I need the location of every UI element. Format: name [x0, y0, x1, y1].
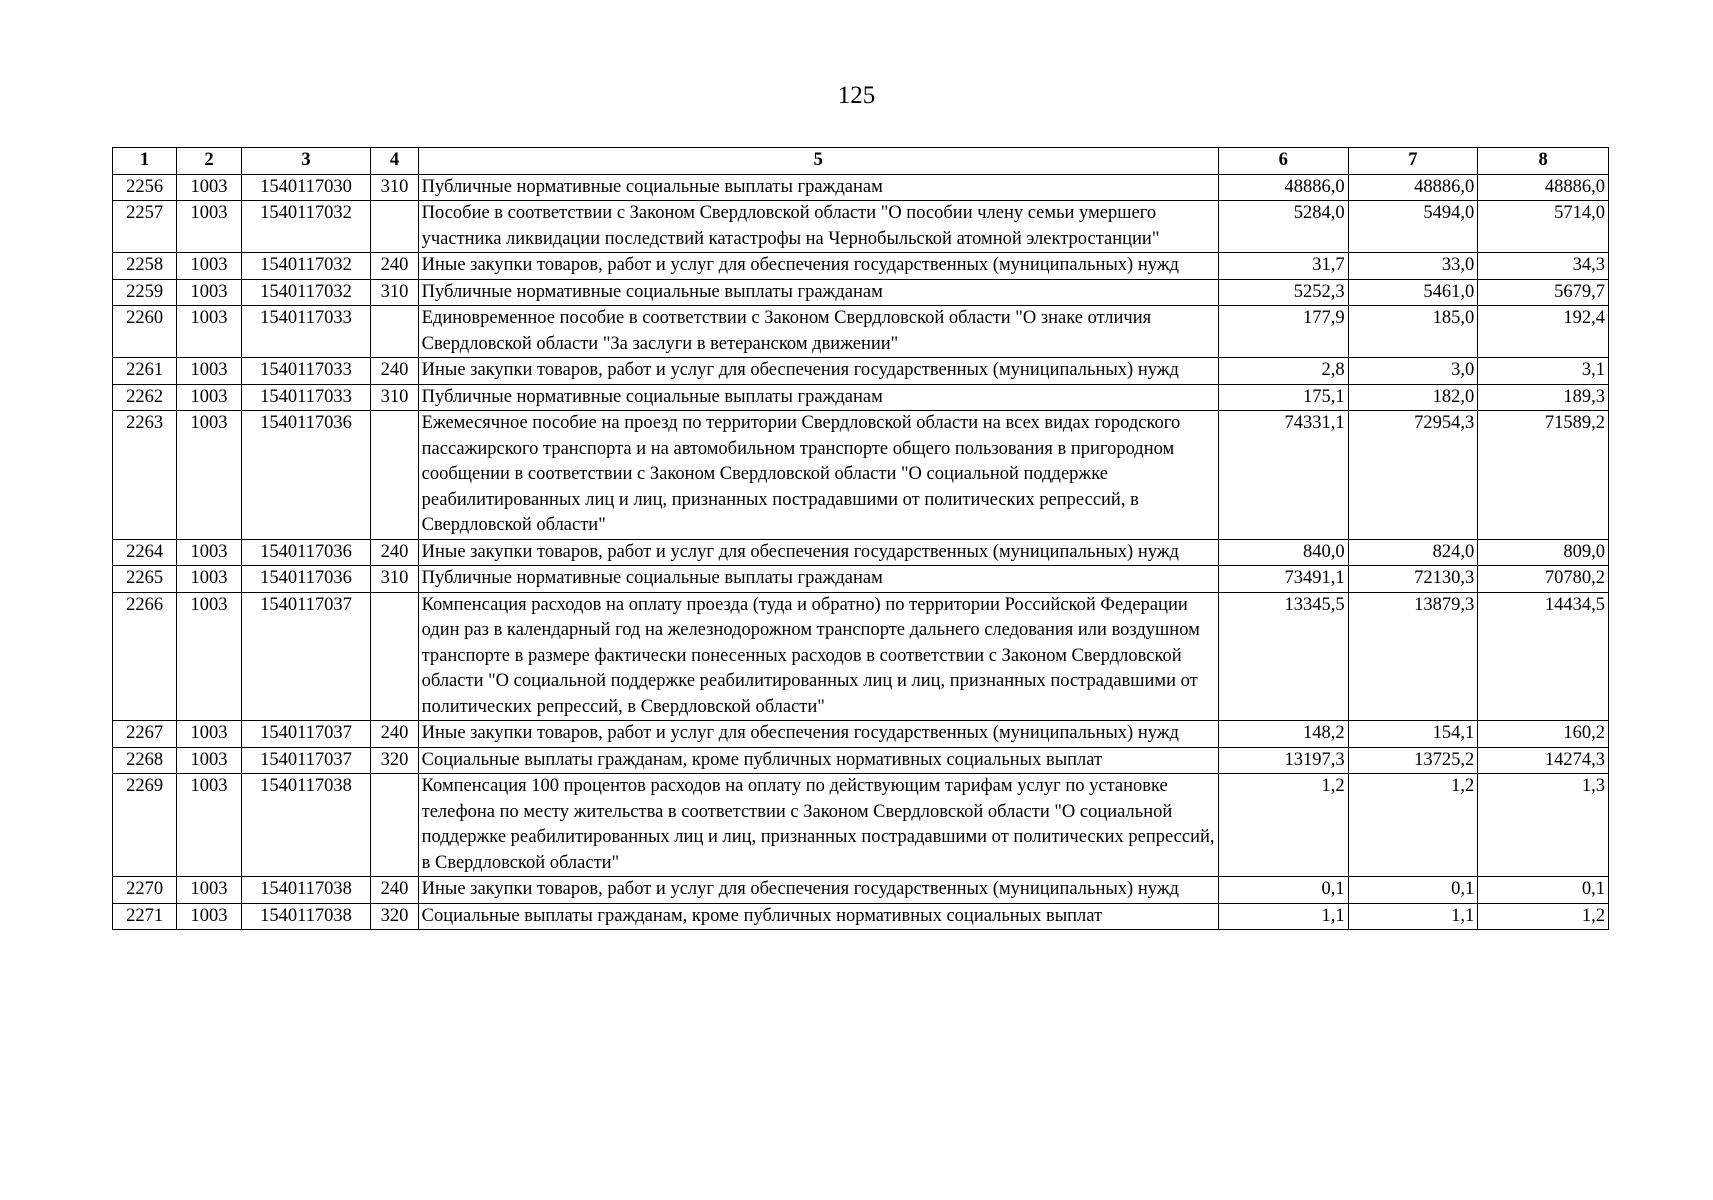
item-name-cell: Социальные выплаты гражданам, кроме публичных нормативных социальных выплат	[418, 747, 1218, 774]
header-cell: 1	[113, 148, 177, 175]
table-row	[113, 566, 1609, 593]
target-item-code-cell: 1540117036	[241, 411, 371, 540]
target-item-code-cell: 1540117033	[241, 384, 371, 411]
header-cell: 5	[418, 148, 1218, 175]
item-name-cell: Иные закупки товаров, работ и услуг для обеспечения государственных (муниципальных) нужд	[418, 358, 1218, 385]
amount-cell-col6: 840,0	[1218, 539, 1348, 566]
item-name-cell: Иные закупки товаров, работ и услуг для обеспечения государственных (муниципальных) нужд	[418, 253, 1218, 280]
amount-cell-col7: 5461,0	[1348, 279, 1478, 306]
budget-table	[112, 147, 1609, 930]
item-name-cell: Иные закупки товаров, работ и услуг для обеспечения государственных (муниципальных) нужд	[418, 877, 1218, 904]
expense-type-code-cell: 310	[371, 174, 418, 201]
section-code-cell: 1003	[177, 721, 241, 748]
table-row	[113, 201, 1609, 253]
section-code-cell: 1003	[177, 306, 241, 358]
table-row	[113, 411, 1609, 540]
target-item-code-cell: 1540117032	[241, 201, 371, 253]
header-cell: 2	[177, 148, 241, 175]
header-cell: 6	[1218, 148, 1348, 175]
item-name-cell: Публичные нормативные социальные выплаты гражданам	[418, 174, 1218, 201]
header-cell: 7	[1348, 148, 1478, 175]
amount-cell-col6: 74331,1	[1218, 411, 1348, 540]
table-row	[113, 384, 1609, 411]
section-code-cell: 1003	[177, 592, 241, 721]
table-row	[113, 774, 1609, 877]
row-number-cell: 2258	[113, 253, 177, 280]
table-row	[113, 539, 1609, 566]
table-row	[113, 174, 1609, 201]
amount-cell-col8: 3,1	[1478, 358, 1609, 385]
section-code-cell: 1003	[177, 566, 241, 593]
amount-cell-col7: 33,0	[1348, 253, 1478, 280]
expense-type-code-cell	[371, 774, 418, 877]
expense-type-code-cell	[371, 592, 418, 721]
amount-cell-col7: 1,2	[1348, 774, 1478, 877]
amount-cell-col8: 1,3	[1478, 774, 1609, 877]
amount-cell-col6: 2,8	[1218, 358, 1348, 385]
row-number-cell: 2263	[113, 411, 177, 540]
section-code-cell: 1003	[177, 747, 241, 774]
section-code-cell: 1003	[177, 384, 241, 411]
header-row	[113, 148, 1609, 175]
row-number-cell: 2261	[113, 358, 177, 385]
row-number-cell: 2259	[113, 279, 177, 306]
amount-cell-col7: 72130,3	[1348, 566, 1478, 593]
row-number-cell: 2271	[113, 903, 177, 930]
expense-type-code-cell	[371, 411, 418, 540]
target-item-code-cell: 1540117030	[241, 174, 371, 201]
table-body	[113, 174, 1609, 930]
item-name-cell: Публичные нормативные социальные выплаты гражданам	[418, 279, 1218, 306]
target-item-code-cell: 1540117036	[241, 539, 371, 566]
section-code-cell: 1003	[177, 253, 241, 280]
section-code-cell: 1003	[177, 201, 241, 253]
amount-cell-col7: 13725,2	[1348, 747, 1478, 774]
target-item-code-cell: 1540117037	[241, 721, 371, 748]
amount-cell-col7: 48886,0	[1348, 174, 1478, 201]
amount-cell-col6: 0,1	[1218, 877, 1348, 904]
target-item-code-cell: 1540117038	[241, 903, 371, 930]
section-code-cell: 1003	[177, 539, 241, 566]
row-number-cell: 2256	[113, 174, 177, 201]
section-code-cell: 1003	[177, 774, 241, 877]
amount-cell-col8: 189,3	[1478, 384, 1609, 411]
item-name-cell: Публичные нормативные социальные выплаты гражданам	[418, 384, 1218, 411]
amount-cell-col6: 148,2	[1218, 721, 1348, 748]
expense-type-code-cell: 310	[371, 279, 418, 306]
expense-type-code-cell: 240	[371, 877, 418, 904]
amount-cell-col8: 48886,0	[1478, 174, 1609, 201]
target-item-code-cell: 1540117033	[241, 358, 371, 385]
amount-cell-col7: 3,0	[1348, 358, 1478, 385]
amount-cell-col8: 34,3	[1478, 253, 1609, 280]
target-item-code-cell: 1540117036	[241, 566, 371, 593]
section-code-cell: 1003	[177, 877, 241, 904]
amount-cell-col8: 14434,5	[1478, 592, 1609, 721]
amount-cell-col8: 71589,2	[1478, 411, 1609, 540]
target-item-code-cell: 1540117037	[241, 592, 371, 721]
expense-type-code-cell: 240	[371, 253, 418, 280]
amount-cell-col7: 182,0	[1348, 384, 1478, 411]
section-code-cell: 1003	[177, 411, 241, 540]
table-row	[113, 253, 1609, 280]
amount-cell-col8: 5714,0	[1478, 201, 1609, 253]
target-item-code-cell: 1540117037	[241, 747, 371, 774]
item-name-cell: Единовременное пособие в соответствии с Законом Свердловской области "О знаке отличия Свердловской области "За заслуги в ветеранском движении"	[418, 306, 1218, 358]
header-cell: 8	[1478, 148, 1609, 175]
amount-cell-col8: 1,2	[1478, 903, 1609, 930]
amount-cell-col6: 48886,0	[1218, 174, 1348, 201]
page-number: 125	[837, 82, 876, 109]
table-row	[113, 747, 1609, 774]
section-code-cell: 1003	[177, 174, 241, 201]
amount-cell-col8: 5679,7	[1478, 279, 1609, 306]
amount-cell-col6: 13197,3	[1218, 747, 1348, 774]
amount-cell-col6: 31,7	[1218, 253, 1348, 280]
table-row	[113, 279, 1609, 306]
item-name-cell: Ежемесячное пособие на проезд по территории Свердловской области на всех видах городского пассажирского транспорта и на автомобильном транспорте общего пользования в пригородном сообщении в соответствии с Законом Свердловской области "О социальной поддержке реабилитированных лиц и лиц, признанных пострадавшими от политических репрессий, в Свердловской области"	[418, 411, 1218, 540]
target-item-code-cell: 1540117032	[241, 253, 371, 280]
item-name-cell: Социальные выплаты гражданам, кроме публичных нормативных социальных выплат	[418, 903, 1218, 930]
expense-type-code-cell: 240	[371, 539, 418, 566]
amount-cell-col8: 809,0	[1478, 539, 1609, 566]
row-number-cell: 2260	[113, 306, 177, 358]
table-row	[113, 592, 1609, 721]
expense-type-code-cell: 320	[371, 903, 418, 930]
amount-cell-col8: 192,4	[1478, 306, 1609, 358]
amount-cell-col6: 5284,0	[1218, 201, 1348, 253]
amount-cell-col8: 70780,2	[1478, 566, 1609, 593]
amount-cell-col6: 1,2	[1218, 774, 1348, 877]
expense-type-code-cell: 310	[371, 384, 418, 411]
row-number-cell: 2266	[113, 592, 177, 721]
header-cell: 4	[371, 148, 418, 175]
expense-type-code-cell	[371, 201, 418, 253]
row-number-cell: 2268	[113, 747, 177, 774]
row-number-cell: 2262	[113, 384, 177, 411]
item-name-cell: Компенсация расходов на оплату проезда (туда и обратно) по территории Российской Федерации один раз в календарный год на железнодорожном транспорте дальнего следования или воздушном транспорте в размере фактически понесенных расходов в соответствии с Законом Свердловской области "О социальной поддержке реабилитированных лиц и лиц, признанных пострадавшими от политических репрессий, в Свердловской области"	[418, 592, 1218, 721]
target-item-code-cell: 1540117038	[241, 774, 371, 877]
section-code-cell: 1003	[177, 279, 241, 306]
header-cell: 3	[241, 148, 371, 175]
target-item-code-cell: 1540117038	[241, 877, 371, 904]
amount-cell-col6: 73491,1	[1218, 566, 1348, 593]
amount-cell-col6: 5252,3	[1218, 279, 1348, 306]
expense-type-code-cell: 310	[371, 566, 418, 593]
amount-cell-col6: 1,1	[1218, 903, 1348, 930]
row-number-cell: 2265	[113, 566, 177, 593]
target-item-code-cell: 1540117033	[241, 306, 371, 358]
amount-cell-col7: 1,1	[1348, 903, 1478, 930]
expense-type-code-cell	[371, 306, 418, 358]
amount-cell-col7: 5494,0	[1348, 201, 1478, 253]
amount-cell-col7: 13879,3	[1348, 592, 1478, 721]
row-number-cell: 2267	[113, 721, 177, 748]
table-row	[113, 306, 1609, 358]
amount-cell-col6: 177,9	[1218, 306, 1348, 358]
amount-cell-col7: 824,0	[1348, 539, 1478, 566]
item-name-cell: Иные закупки товаров, работ и услуг для обеспечения государственных (муниципальных) нужд	[418, 721, 1218, 748]
amount-cell-col6: 175,1	[1218, 384, 1348, 411]
table-row	[113, 721, 1609, 748]
item-name-cell: Иные закупки товаров, работ и услуг для обеспечения государственных (муниципальных) нужд	[418, 539, 1218, 566]
amount-cell-col8: 0,1	[1478, 877, 1609, 904]
row-number-cell: 2269	[113, 774, 177, 877]
item-name-cell: Компенсация 100 процентов расходов на оплату по действующим тарифам услуг по установке телефона по месту жительства в соответствии с Законом Свердловской области "О социальной поддержке реабилитированных лиц и лиц, признанных пострадавшими от политических репрессий, в Свердловской области"	[418, 774, 1218, 877]
table-row	[113, 877, 1609, 904]
target-item-code-cell: 1540117032	[241, 279, 371, 306]
section-code-cell: 1003	[177, 358, 241, 385]
row-number-cell: 2270	[113, 877, 177, 904]
amount-cell-col8: 14274,3	[1478, 747, 1609, 774]
item-name-cell: Публичные нормативные социальные выплаты гражданам	[418, 566, 1218, 593]
amount-cell-col7: 185,0	[1348, 306, 1478, 358]
item-name-cell: Пособие в соответствии с Законом Свердловской области "О пособии члену семьи умершего участника ликвидации последствий катастрофы на Чернобыльской атомной электростанции"	[418, 201, 1218, 253]
table-row	[113, 358, 1609, 385]
table-row	[113, 903, 1609, 930]
amount-cell-col8: 160,2	[1478, 721, 1609, 748]
section-code-cell: 1003	[177, 903, 241, 930]
expense-type-code-cell: 240	[371, 721, 418, 748]
amount-cell-col7: 0,1	[1348, 877, 1478, 904]
amount-cell-col6: 13345,5	[1218, 592, 1348, 721]
expense-type-code-cell: 240	[371, 358, 418, 385]
amount-cell-col7: 154,1	[1348, 721, 1478, 748]
row-number-cell: 2264	[113, 539, 177, 566]
row-number-cell: 2257	[113, 201, 177, 253]
expense-type-code-cell: 320	[371, 747, 418, 774]
amount-cell-col7: 72954,3	[1348, 411, 1478, 540]
